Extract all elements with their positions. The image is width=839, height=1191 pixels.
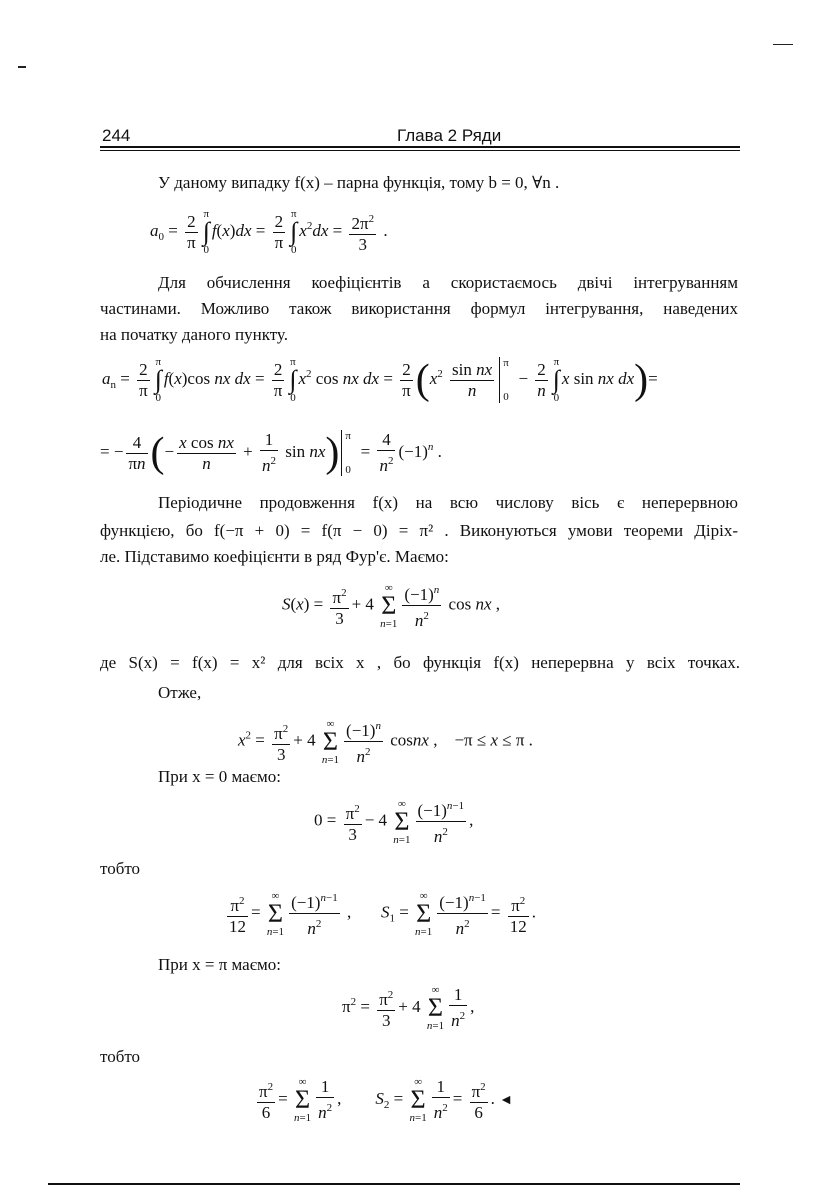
formula-an-line1: $a_n$ = $\frac{2}{\pi}$ π ∫ 0 f(x)cos nx dx = $\frac{2}{\pi}$ π ∫ 0 $x^2$ cos nx dx = $\frac{2}{\pi}$ ($x^2$ $\frac{\text{sin nx}}{n}$ π 0 − $\frac{2}{n}$ π ∫ 0 x sin nx dx)= (102, 356, 658, 404)
footer-rule (48, 1183, 740, 1185)
formula-an-line2: = − $\frac{4}{\pi n}$ (− $\frac{\text{x cos nx}}{n}$ + $\frac{1}{n^2}$ sin nx) π 0 = $\frac{4}{n^2}$ $(-1)^n$ . (100, 430, 442, 476)
header-rule-thin (100, 150, 740, 151)
paragraph-periodic-line3: ле. Підставимо коефіцієнти в ряд Фур'є. Маємо: (100, 547, 449, 566)
paragraph-at-pi: При x = π маємо: (158, 955, 282, 974)
paragraph-even-function: У даному випадку f(x) – парна функція, тому b = 0, ∀n . (158, 173, 560, 192)
paragraph-coeff-line1: Для обчислення коефіцієнтів a скористаємось двічі інтегруванням (158, 273, 738, 292)
paragraph-periodic-line1: Періодичне продовження f(x) на всю числову вісь є неперервною (158, 493, 738, 512)
formula-at-pi: $\pi^2$ = $\frac{\pi^2}{3}$ + 4 ∞ Σ n=1 $\frac{1}{n^2}$ , (342, 984, 475, 1032)
formula-a0: $a_0$ = $\frac{2}{\pi}$ π ∫ 0 f(x)dx = $\frac{2}{\pi}$ π ∫ 0 $x^2dx$ = $\frac{2\pi^2}{3}$ . (150, 208, 388, 256)
paragraph-coeff-line2: частинами. Можливо також використання формул інтегрування, наведених (100, 299, 738, 318)
corner-mark-left (18, 66, 26, 68)
paragraph-coeff-line3: на початку даного пункту. (100, 325, 288, 344)
paragraph-that-is-2: тобто (100, 1047, 141, 1066)
formula-fourier-series: S(x) = $\frac{\pi^2}{3}$ + 4 ∞ Σ n=1 $\frac{(-1)^n}{n^2}$ cos nx , (282, 581, 501, 630)
formula-x-squared-series: $x^2$ = $\frac{\pi^2}{3}$ + 4 ∞ Σ n=1 $\frac{(-1)^n}{n^2}$ cosnx , −π ≤ x ≤ π . (238, 717, 533, 766)
page-number: 244 (102, 126, 131, 145)
corner-mark-right (773, 44, 793, 45)
formula-s2: $\frac{\pi^2}{6}$ = ∞ Σ n=1 $\frac{1}{n^2}$ , $S_2$ = ∞ Σ n=1 $\frac{1}{n^2}$ = $\frac{\pi^2}{6}$ . ◄ (259, 1076, 514, 1124)
header-rule (100, 146, 740, 148)
formula-at-zero: 0 = $\frac{\pi^2}{3}$ − 4 ∞ Σ n=1 $\frac{(-1)^{n-1}}{n^2}$ , (314, 797, 474, 846)
paragraph-periodic-line2: функцією, бо f(−π + 0) = f(π − 0) = π² . Виконуються умови теореми Діріх- (100, 521, 738, 540)
paragraph-continuity: де S(x) = f(x) = x² для всіх x , бо функція f(x) неперервна у всіх точках. (100, 653, 740, 672)
end-of-proof-icon: ◄ (499, 1092, 514, 1108)
paragraph-that-is-1: тобто (100, 859, 141, 878)
paragraph-therefore: Отже, (158, 683, 202, 702)
formula-s1: $\frac{\pi^2}{12}$ = ∞ Σ n=1 $\frac{(-1)^{n-1}}{n^2}$ , $S_1$ = ∞ Σ n=1 $\frac{(-1)^{n-1}}{n^2}$ = $\frac{\pi^2}{12}$ . (229, 889, 536, 938)
paragraph-at-zero: При x = 0 маємо: (158, 767, 281, 786)
chapter-title: Глава 2 Ряди (397, 126, 502, 145)
